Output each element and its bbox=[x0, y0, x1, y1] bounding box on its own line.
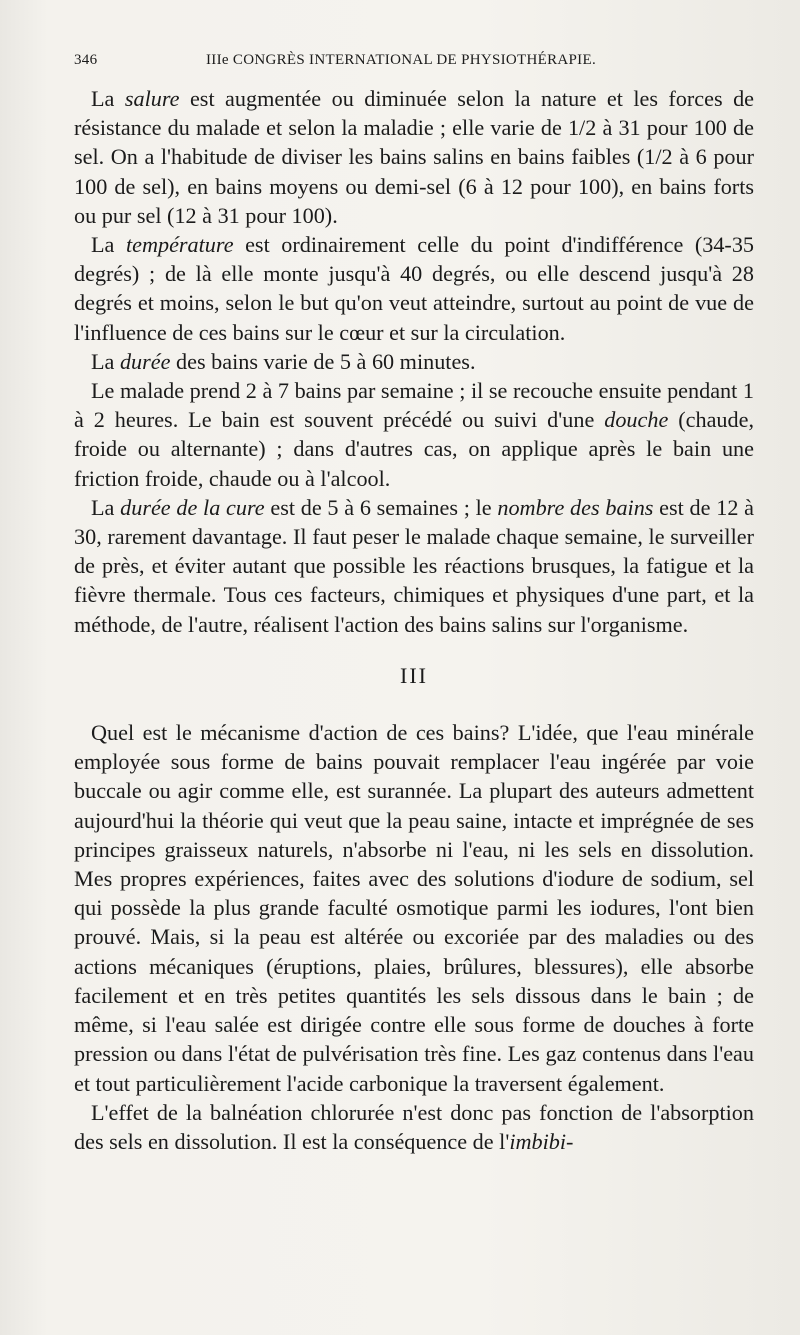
page-number: 346 bbox=[74, 52, 98, 68]
paragraph-temperature: La température est ordinairement celle du point d'indifférence (34-35 degrés) ; de là elle monte jusqu'à 40 degrés, ou elle descend jusqu'à 28 degrés et moins, selon le but qu'on veut atteindre, surtout au point de vue de l'influence de ces bains sur le cœur et sur la circulation. bbox=[74, 232, 755, 345]
section-heading: III bbox=[400, 662, 428, 688]
paragraph-duree-cure: La durée de la cure est de 5 à 6 semaines ; le nombre des bains est de 12 à 30, rarement davantage. Il faut peser le malade chaque semaine, le surveiller de près, et éviter autant que possible les réactions brusques, la fatigue et la fièvre thermale. Tous ces facteurs, chimiques et physiques d'une part, et la méthode, de l'autre, réalisent l'action des bains salins sur l'organisme. bbox=[74, 494, 754, 637]
running-title: IIIe CONGRÈS INTERNATIONAL DE PHYSIOTHÉRAPIE. bbox=[206, 52, 596, 68]
paragraph-bains-semaine: Le malade prend 2 à 7 bains par semaine ; il se recouche ensuite pendant 1 à 2 heures. Le bain est souvent précédé ou suivi d'une douche (chaude, froide ou alternante) ; dans d'autres cas, on applique après le bain une friction froide, chaude ou à l'alcool. bbox=[74, 378, 754, 491]
paragraph-mecanisme: Quel est le mécanisme d'action de ces bains? L'idée, que l'eau minérale employée sous forme de bains pouvait remplacer l'eau ingérée par voie buccale ou agir comme elle, est surannée. La plupart des auteurs admettent aujourd'hui la théorie qui veut que la peau saine, intacte et imprégnée de ses principes graisseux naturels, n'absorbe ni l'eau, ni les sels en dissolution. Mes propres expériences, faites avec des solutions d'iodure de sodium, sel qui possède la plus grande faculté osmotique parmi les iodures, l'ont bien prouvé. Mais, si la peau est altérée ou excoriée par des maladies ou des actions mécaniques (éruptions, plaies, brûlures, blessures), elle absorbe facilement et en très petites quantités les sels dissous dans le bain ; de même, si l'eau salée est dirigée contre elle sous forme de douches à forte pression ou dans l'état de pulvérisation très fine. Les gaz contenus dans l'eau et tout particulièrement l'acide carbonique la traversent également. bbox=[74, 720, 754, 1096]
paragraph-duree: La durée des bains varie de 5 à 60 minutes. bbox=[91, 348, 476, 374]
paragraph-salure: La salure est augmentée ou diminuée selon la nature et les forces de résistance du malade et selon la maladie ; elle varie de 1/2 à 31 pour 100 de sel. On a l'habitude de diviser les bains salins en bains faibles (1/2 à 6 pour 100 de sel), en bains moyens ou demi-sel (6 à 12 pour 100), en bains forts ou pur sel (12 à 31 pour 100). bbox=[74, 86, 755, 228]
page-body bbox=[74, 84, 754, 1156]
paragraph-balneation: L'effet de la balnéation chlorurée n'est donc pas fonction de l'absorption des sels en dissolution. Il est la conséquence de l'imbibi- bbox=[74, 1099, 754, 1154]
